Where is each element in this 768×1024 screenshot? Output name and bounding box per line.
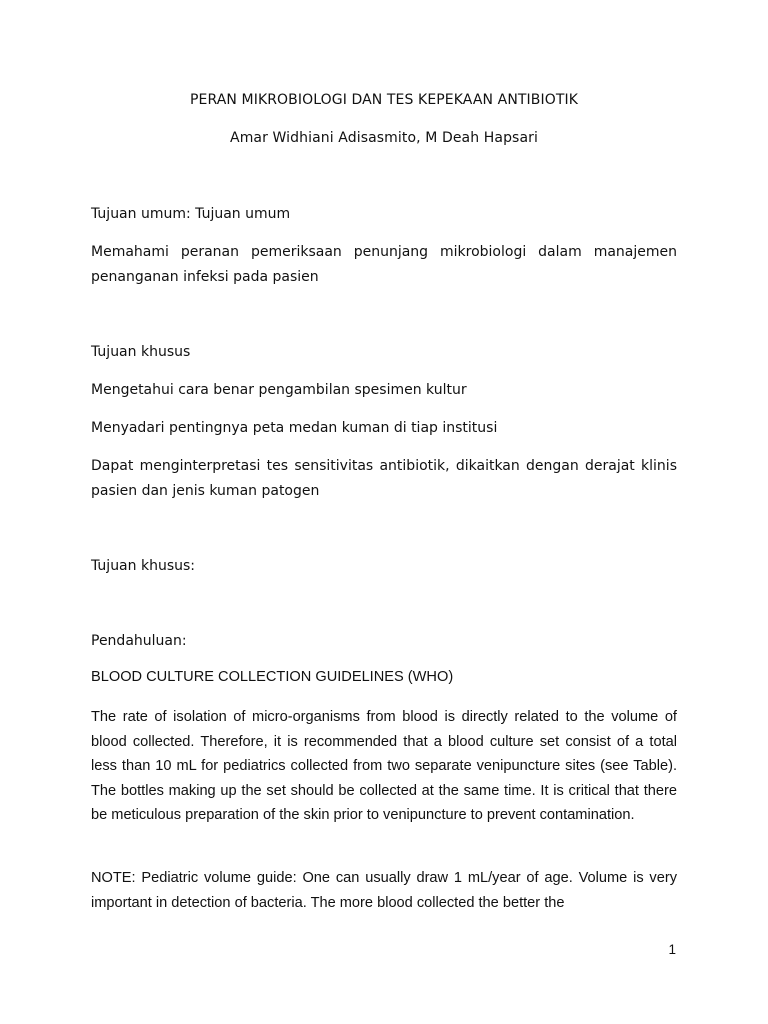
tujuan-khusus-heading: Tujuan khusus	[91, 344, 191, 360]
paragraph-note: NOTE: Pediatric volume guide: One can usually draw 1 mL/year of age. Volume is very important in detection of bacteria. The more blood collected the better the	[91, 870, 677, 911]
document-authors: Amar Widhiani Adisasmito, M Deah Hapsari	[230, 130, 538, 146]
paragraph-note-container	[91, 866, 677, 918]
tujuan-khusus-heading-2: Tujuan khusus:	[91, 558, 195, 574]
section-heading: BLOOD CULTURE COLLECTION GUIDELINES (WHO)	[91, 669, 454, 685]
tujuan-umum-text: Memahami peranan pemeriksaan penunjang mikrobiologi dalam manajemen penanganan infeksi pada pasien	[91, 244, 677, 285]
pendahuluan-heading: Pendahuluan:	[91, 633, 187, 649]
tujuan-umum-heading: Tujuan umum: Tujuan umum	[91, 206, 291, 222]
tujuan-khusus-item-2: Menyadari pentingnya peta medan kuman di tiap institusi	[91, 420, 498, 436]
page-number: 1	[668, 942, 676, 957]
tujuan-khusus-item-3: Dapat menginterpretasi tes sensitivitas antibiotik, dikaitkan dengan derajat klinis pasien dan jenis kuman patogen	[91, 458, 677, 499]
document-title: PERAN MIKROBIOLOGI DAN TES KEPEKAAN ANTIBIOTIK	[189, 92, 578, 108]
tujuan-khusus-item-1: Mengetahui cara benar pengambilan spesimen kultur	[91, 382, 467, 398]
paragraph-blood-culture: The rate of isolation of micro-organisms from blood is directly related to the volume of blood collected. Therefore, it is recommended that a blood culture set consist of a total less than 10 mL for pediatrics collected from two separate venipuncture sites (see Table). The bottles making up the set should be collected at the same time. It is critical that there be meticulous preparation of the skin prior to venipuncture to prevent contamination.	[91, 709, 677, 824]
